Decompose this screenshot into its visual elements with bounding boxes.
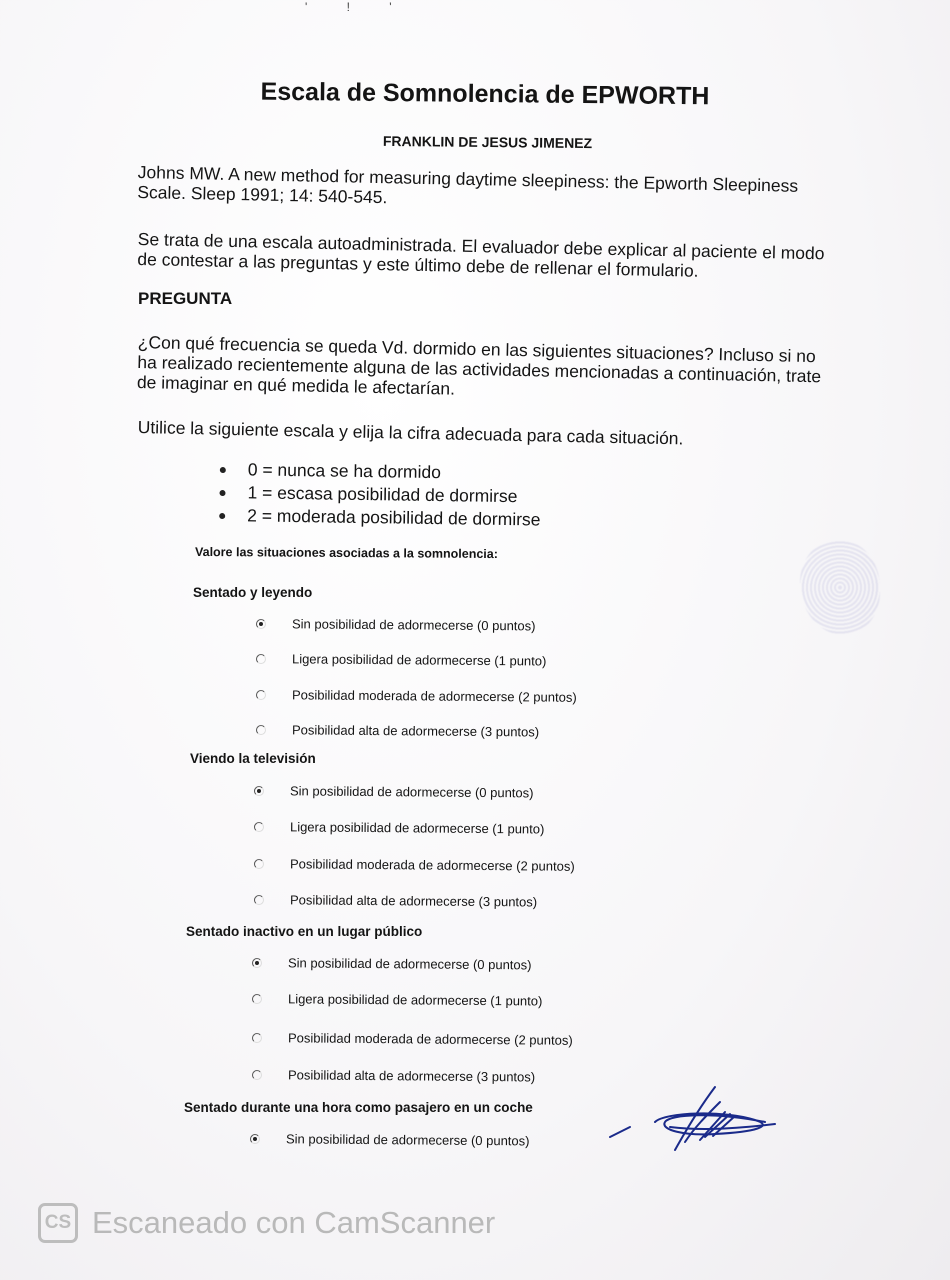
scale-list — [219, 458, 541, 531]
radio-icon[interactable] — [256, 725, 266, 735]
option-row[interactable] — [254, 856, 575, 874]
option-label: Sin posibilidad de adormecerse (0 puntos) — [287, 955, 532, 973]
signature-image — [605, 1082, 785, 1157]
option-label: Ligera posibilidad de adormecerse (1 punto) — [291, 651, 547, 669]
camscanner-logo-icon: CS — [38, 1203, 78, 1243]
scale-item-label: 0 = nunca se ha dormido — [247, 459, 442, 483]
option-row[interactable] — [252, 955, 532, 972]
option-label: Sin posibilidad de adormecerse (0 puntos) — [291, 616, 536, 634]
scale-item-label: 1 = escasa posibilidad de dormirse — [247, 482, 518, 507]
option-label: Posibilidad moderada de adormecerse (2 puntos) — [291, 687, 577, 705]
radio-icon[interactable] — [254, 895, 264, 905]
radio-icon[interactable] — [254, 822, 264, 832]
bullet-icon — [219, 489, 225, 495]
scan-specks: ' ! ' — [305, 0, 410, 14]
document-title: Escala de Somnolencia de EPWORTH — [260, 77, 710, 111]
option-row[interactable] — [256, 616, 536, 633]
scale-item-label: 2 = moderada posibilidad de dormirse — [247, 505, 541, 530]
option-label: Sin posibilidad de adormecerse (0 puntos) — [285, 1131, 530, 1149]
option-label: Posibilidad alta de adormecerse (3 puntos) — [289, 892, 538, 910]
option-row[interactable] — [256, 687, 577, 705]
radio-icon[interactable] — [252, 994, 262, 1004]
scale-item — [219, 504, 541, 531]
radio-checked-icon[interactable] — [256, 619, 266, 629]
section-title-lugar-publico: Sentado inactivo en un lugar público — [186, 924, 423, 939]
option-row[interactable] — [256, 722, 539, 739]
radio-icon[interactable] — [252, 1070, 262, 1080]
bullet-icon — [220, 466, 226, 472]
option-row[interactable] — [254, 783, 534, 800]
option-label: Posibilidad alta de adormecerse (3 puntos) — [291, 722, 540, 740]
question-heading: PREGUNTA — [138, 289, 233, 308]
scanner-watermark — [38, 1203, 495, 1243]
option-label: Ligera posibilidad de adormecerse (1 punto) — [287, 991, 543, 1009]
option-label: Ligera posibilidad de adormecerse (1 punto) — [289, 819, 545, 837]
section-title-pasajero-coche: Sentado durante una hora como pasajero en un coche — [184, 1100, 533, 1115]
radio-icon[interactable] — [254, 859, 264, 869]
option-row[interactable] — [256, 651, 547, 669]
question-text: ¿Con qué frecuencia se queda Vd. dormido en las siguientes situaciones? Incluso si no ha realizado recientemente alguna de las actividades mencionadas a continuación, trate de imaginar en qué medida le afectarían. — [136, 332, 822, 399]
option-row[interactable] — [254, 819, 545, 837]
reference-citation: Johns MW. A new method for measuring daytime sleepiness: the Epworth Sleepiness Scale. Sleep 1991; 14: 540-545. — [137, 162, 799, 208]
rate-heading: Valore las situaciones asociadas a la somnolencia: — [194, 544, 498, 562]
intro-paragraph: Se trata de una escala autoadministrada. El evaluador debe explicar al paciente el modo de contestar a las preguntas y este último debe de rellenar el formulario. — [137, 229, 825, 281]
section-title-sentado-leyendo: Sentado y leyendo — [193, 585, 313, 600]
radio-checked-icon[interactable] — [252, 958, 262, 968]
radio-checked-icon[interactable] — [254, 786, 264, 796]
radio-checked-icon[interactable] — [250, 1134, 260, 1144]
watermark-text: Escaneado con CamScanner — [92, 1205, 496, 1240]
author-name: FRANKLIN DE JESUS JIMENEZ — [382, 132, 593, 152]
option-label: Posibilidad alta de adormecerse (3 puntos) — [287, 1067, 536, 1085]
section-title-television: Viendo la televisión — [190, 751, 316, 766]
option-row[interactable] — [252, 991, 543, 1009]
radio-icon[interactable] — [256, 654, 266, 664]
option-label: Sin posibilidad de adormecerse (0 puntos) — [289, 783, 534, 801]
instructions-text: Utilice la siguiente escala y elija la cifra adecuada para cada situación. — [137, 417, 684, 449]
radio-icon[interactable] — [252, 1033, 262, 1043]
option-label: Posibilidad moderada de adormecerse (2 puntos) — [289, 856, 575, 874]
option-row[interactable] — [252, 1067, 535, 1084]
option-row[interactable] — [254, 892, 537, 909]
option-row[interactable] — [250, 1131, 530, 1148]
option-label: Posibilidad moderada de adormecerse (2 puntos) — [287, 1030, 573, 1048]
option-row[interactable] — [252, 1030, 573, 1048]
bullet-icon — [219, 512, 225, 518]
radio-icon[interactable] — [256, 690, 266, 700]
fingerprint-stamp — [800, 540, 880, 635]
